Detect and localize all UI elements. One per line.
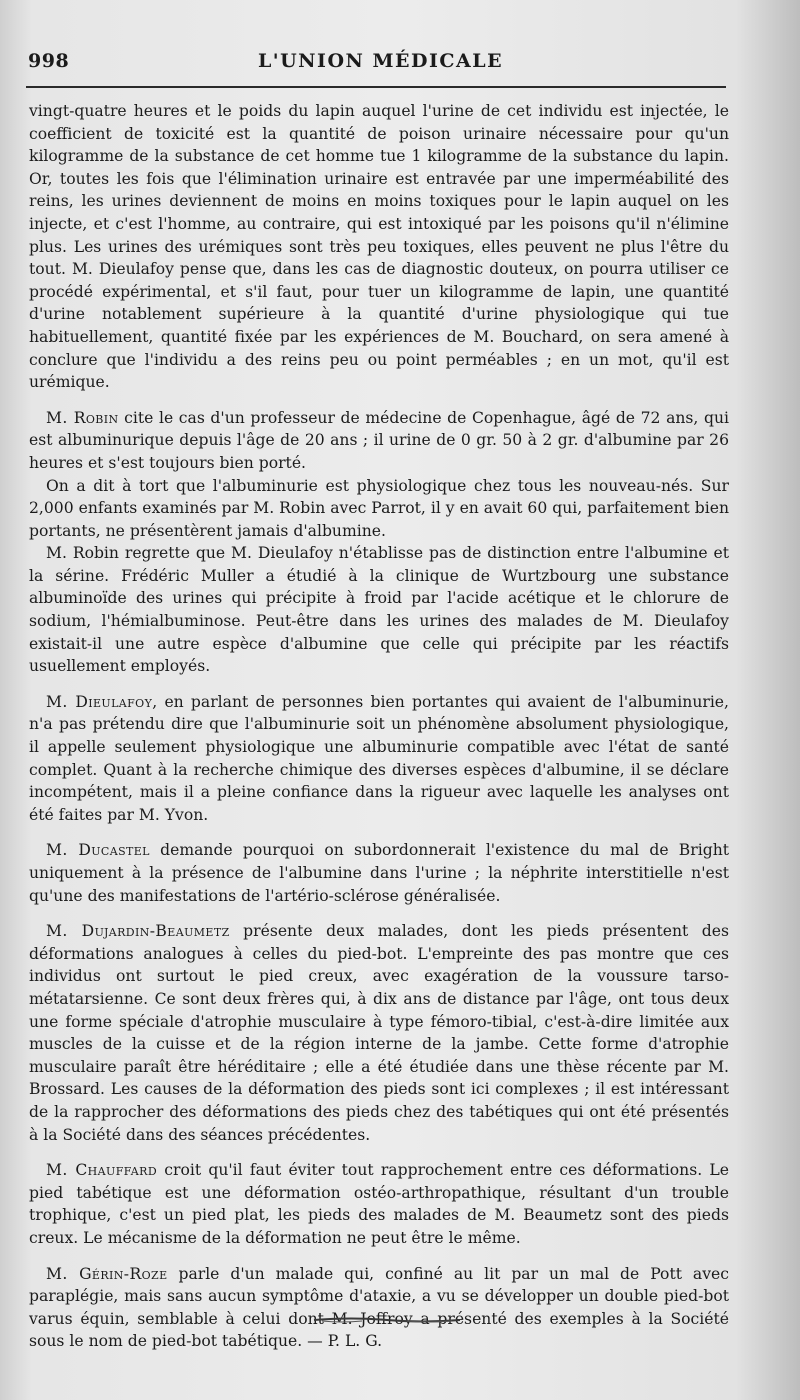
running-header	[28, 50, 733, 80]
paragraph-robin	[29, 407, 729, 475]
journal-title: L'UNION MÉDICALE	[257, 50, 504, 72]
paragraph-gerin-roze	[29, 1263, 729, 1353]
paragraph-text: croit qu'il faut éviter tout rapprochement entre ces déformations. Le pied tabétique est une déformation ostéo-arthropathique, résultant d'un trouble trophique, c'est un pied plat, les pieds des malades de M. Beaumetz sont des pieds creux. Le mécanisme de la déformation ne peut être le même.	[29, 1161, 729, 1247]
paragraph-text: parle d'un malade qui, confiné au lit par un mal de Pott avec paraplégie, mais sans aucun symptôme d'ataxie, a vu se développer un double pied-bot varus équin, semblable à celui dont M. Joffroy a présenté des exemples à la Société sous le nom de pied-bot tabétique. — P. L. G.	[29, 1264, 729, 1351]
paragraph-serine	[29, 542, 729, 678]
paragraph-chauffard	[29, 1159, 729, 1249]
paragraph-text: présente deux malades, dont les pieds présentent des déformations analogues à celles du pied-bot. L'empreinte des pas montre que ces individus ont surtout le pied creux, avec exagération de la voussure tarso-métatarsienne. Ce sont deux frères qui, à dix ans de distance par l'âge, ont tous deux une forme spéciale d'atrophie musculaire à type fémoro-tibial, c'est-à-dire limitée aux muscles de la cuisse et de la région interne de la jambe. Cette forme d'atrophie musculaire paraît être héréditaire ; elle a été étudiée dans une thèse récente par M. Brossard. Les causes de la déformation des pieds sont ici complexes ; il est intéressant de la rapprocher des déformations des pieds chez des tabétiques qui ont été présentés à la Société dans des séances précédentes.	[29, 922, 730, 1144]
speaker-name: M. Gérin-Roze	[46, 1264, 168, 1283]
paragraph-text: vingt-quatre heures et le poids du lapin auquel l'urine de cet individu est injectée, le coefficient de toxicité est la quantité de poison urinaire nécessaire pour qu'un kilogramme de la substance de cet homme tue 1 kilogramme de la substance du lapin. Or, toutes les fois que l'élimination urinaire est entravée par une imperméabilité des reins, les urines deviennent de moins en moins toxiques pour le lapin auquel on les injecte, et c'est l'homme, au contraire, qui est intoxiqué par les poisons qu'il n'élimine plus. Les urines des urémiques sont très peu toxiques, elles peuvent ne plus l'être du tout. M. Dieulafoy pense que, dans les cas de diagnostic douteux, on pourra utiliser ce procédé expérimental, et s'il faut, pour tuer un kilogramme de lapin, une quantité d'urine notablement supérieure à la quantité d'urine physiologique qui tue habituellement, quantité fixée par les expériences de M. Bouchard, on sera amené à conclure que l'individu a des reins peu ou point perméables ; en un mot, qu'il est urémique.	[29, 102, 729, 392]
paragraph-text: cite le cas d'un professeur de médecine de Copenhague, âgé de 72 ans, qui est albuminurique depuis l'âge de 20 ans ; il urine de 0 gr. 50 à 2 gr. d'albumine par 26 heures et s'est toujours bien porté.	[29, 408, 729, 472]
article-body	[29, 100, 729, 1353]
header-rule	[26, 86, 726, 88]
ornament-line	[314, 1319, 460, 1322]
speaker-name: M. Dieulafoy	[46, 692, 153, 711]
page-number: 998	[28, 50, 70, 72]
paragraph-ducastel	[29, 839, 729, 907]
end-ornament	[312, 1316, 462, 1324]
paragraph-newborns	[29, 475, 729, 543]
paragraph-text: , en parlant de personnes bien portantes qui avaient de l'albuminurie, n'a pas prétendu dire que l'albuminurie soit un phénomène absolument physiologique, il appelle seulement physiologique une albuminurie compatible avec l'état de santé complet. Quant à la recherche chimique des diverses espèces d'albumine, il se déclare incompétent, mais il a pleine confiance dans la rigueur avec laquelle les analyses ont été faites par M. Yvon.	[29, 692, 729, 824]
speaker-name: M. Ducastel	[46, 841, 150, 860]
paragraph-continuation	[29, 100, 729, 394]
paragraph-text: On a dit à tort que l'albuminurie est physiologique chez tous les nouveau-nés. Sur 2,000 enfants examinés par M. Robin avec Parrot, il y en avait 60 qui, parfaitement bien portants, ne présentèrent jamais d'albumine.	[29, 476, 729, 540]
speaker-name: M. Robin	[46, 408, 119, 427]
paragraph-text: demande pourquoi on subordonnerait l'existence du mal de Bright uniquement à la présence de l'albumine dans l'urine ; la néphrite interstitielle n'est qu'une des manifestations de l'artério-sclérose généralisée.	[29, 841, 729, 905]
speaker-name: M. Dujardin-Beaumetz	[46, 922, 230, 941]
paragraph-dujardin-beaumetz	[29, 920, 729, 1146]
paragraph-text: M. Robin regrette que M. Dieulafoy n'établisse pas de distinction entre l'albumine et la sérine. Frédéric Muller a étudié à la clinique de Wurtzbourg une substance albuminoïde des urines qui précipite à froid par l'acide acétique et le chlorure de sodium, l'hémialbuminose. Peut-être dans les urines des malades de M. Dieulafoy existait-il une autre espèce d'albumine que celle qui précipite par les réactifs usuellement employés.	[29, 544, 729, 676]
paragraph-dieulafoy	[29, 691, 729, 827]
speaker-name: M. Chauffard	[46, 1161, 158, 1180]
